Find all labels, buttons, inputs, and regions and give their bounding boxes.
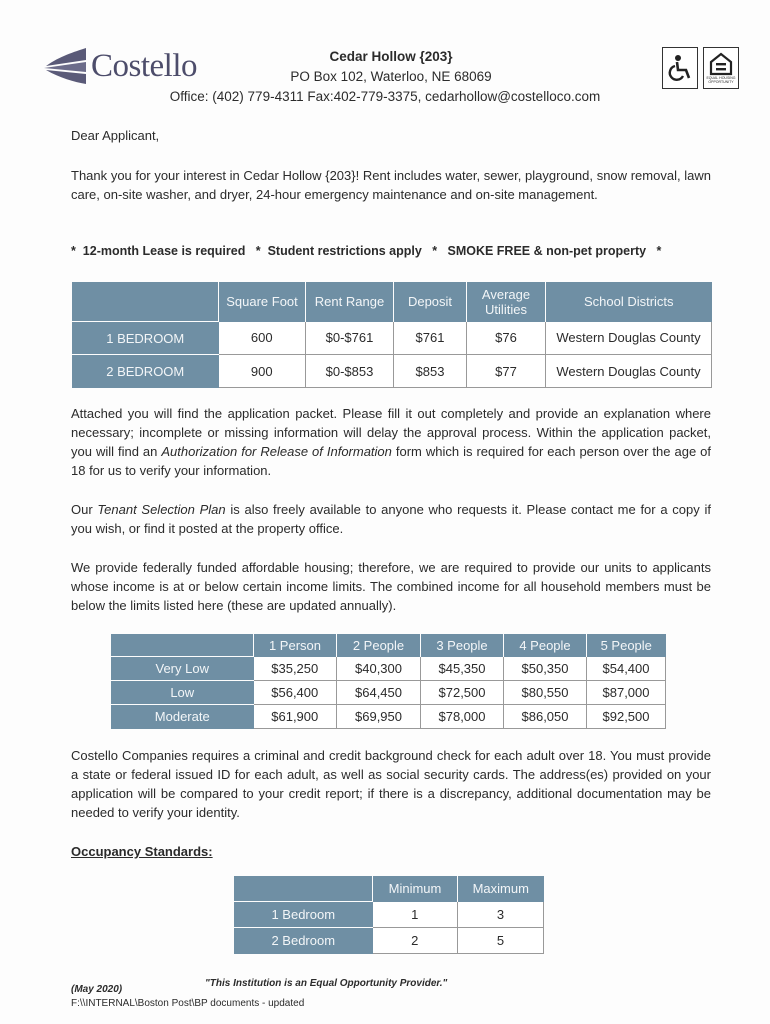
unit-header-cell: Deposit xyxy=(394,282,467,322)
unit-cell: Western Douglas County xyxy=(546,355,712,388)
income-cell: $86,050 xyxy=(504,705,587,729)
unit-header-cell: School Districts xyxy=(546,282,712,322)
application-text-2: form which is required for each person over the age of 18 for us to verify your information. xyxy=(71,444,711,478)
occupancy-header-cell xyxy=(234,876,373,902)
occupancy-cell: 1 xyxy=(373,902,458,928)
footer-date: (May 2020) xyxy=(71,984,123,995)
occupancy-row-label: 2 Bedroom xyxy=(234,928,373,954)
unit-table xyxy=(72,282,712,388)
unit-cell: $853 xyxy=(394,355,467,388)
income-cell: $78,000 xyxy=(421,705,504,729)
table-row xyxy=(234,902,544,928)
unit-cell: $77 xyxy=(467,355,546,388)
income-header-cell: 4 People xyxy=(504,634,587,657)
income-cell: $56,400 xyxy=(254,681,337,705)
income-cell: $40,300 xyxy=(337,657,421,681)
unit-header-cell: Rent Range xyxy=(306,282,394,322)
income-row-label: Very Low xyxy=(111,657,254,681)
occupancy-cell: 3 xyxy=(458,902,544,928)
unit-header-cell xyxy=(72,282,219,322)
occupancy-cell: 2 xyxy=(373,928,458,954)
income-cell: $72,500 xyxy=(421,681,504,705)
application-text-1: Attached you will find the application packet. Please fill it out completely and provide an explanation where necessary; incomplete or missing information will delay the approval process. Within the application packet, you will find an xyxy=(71,406,711,459)
unit-cell: Western Douglas County xyxy=(546,322,712,355)
income-cell: $80,550 xyxy=(504,681,587,705)
footer-file-path: F:\\INTERNAL\Boston Post\BP documents - updated xyxy=(71,998,305,1009)
table-row xyxy=(111,705,666,729)
occupancy-header-cell: Maximum xyxy=(458,876,544,902)
equal-housing-text: EQUAL HOUSING OPPORTUNITY xyxy=(706,76,736,84)
authorization-form-name: Authorization for Release of Information xyxy=(161,444,392,459)
income-header-cell: 2 People xyxy=(337,634,421,657)
income-cell: $35,250 xyxy=(254,657,337,681)
income-paragraph: We provide federally funded affordable housing; therefore, we are required to provide our units to applicants whose income is at or below certain income limits. The combined income for all household members must be below the limits listed here (these are updated annually). xyxy=(71,560,711,613)
equal-housing-logos xyxy=(662,47,739,89)
footer-statement: "This Institution is an Equal Opportunity Provider." xyxy=(205,978,448,989)
background-check-paragraph: Costello Companies requires a criminal and credit background check for each adult over 18. You must provide a state or federal issued ID for each adult, as well as social security cards. The address(es) provided on your application will be compared to your credit report; if there is a discrepancy, additional documentation may be needed to verify your identity. xyxy=(71,748,711,820)
income-cell: $54,400 xyxy=(587,657,666,681)
income-cell: $50,350 xyxy=(504,657,587,681)
unit-cell: 900 xyxy=(219,355,306,388)
unit-row-label: 2 BEDROOM xyxy=(72,355,219,388)
tenant-text-1: Our xyxy=(71,502,98,517)
unit-cell: $0-$853 xyxy=(306,355,394,388)
tenant-selection-plan: Tenant Selection Plan xyxy=(97,502,226,517)
unit-cell: $76 xyxy=(467,322,546,355)
office-contact: Office: (402) 779-4311 Fax:402-779-3375, cedarhollow@costelloco.com xyxy=(169,89,601,104)
income-header-cell xyxy=(111,634,254,657)
unit-cell: $761 xyxy=(394,322,467,355)
logo-text: Costello xyxy=(91,47,198,84)
unit-cell: 600 xyxy=(219,322,306,355)
occupancy-heading: Occupancy Standards: xyxy=(71,844,213,859)
equal-housing-icon xyxy=(703,47,739,89)
occupancy-cell: 5 xyxy=(458,928,544,954)
income-header-cell: 5 People xyxy=(587,634,666,657)
table-row xyxy=(72,322,712,355)
income-cell: $45,350 xyxy=(421,657,504,681)
unit-row-label: 1 BEDROOM xyxy=(72,322,219,355)
unit-header-cell: Square Foot xyxy=(219,282,306,322)
table-row xyxy=(111,681,666,705)
income-row-label: Moderate xyxy=(111,705,254,729)
table-row xyxy=(111,657,666,681)
greeting: Dear Applicant, xyxy=(71,128,160,143)
tenant-plan-paragraph xyxy=(71,500,711,538)
income-limits-table xyxy=(111,634,666,729)
wheelchair-accessible-icon xyxy=(662,47,698,89)
intro-paragraph: Thank you for your interest in Cedar Hollow {203}! Rent includes water, sewer, playground, snow removal, lawn care, on-site washer, and dryer, 24-hour emergency maintenance and on-site management. xyxy=(71,168,711,202)
income-cell: $64,450 xyxy=(337,681,421,705)
unit-header-cell: Average Utilities xyxy=(467,282,546,322)
table-row xyxy=(234,928,544,954)
property-address: PO Box 102, Waterloo, NE 68069 xyxy=(290,69,492,84)
income-cell: $87,000 xyxy=(587,681,666,705)
tenant-text-2: is also freely available to anyone who requests it. Please contact me for a copy if you wish, or find it posted at the property office. xyxy=(71,502,711,536)
property-name: Cedar Hollow {203} xyxy=(329,49,453,64)
occupancy-row-label: 1 Bedroom xyxy=(234,902,373,928)
income-cell: $92,500 xyxy=(587,705,666,729)
income-row-label: Low xyxy=(111,681,254,705)
occupancy-header-cell: Minimum xyxy=(373,876,458,902)
income-header-cell: 1 Person xyxy=(254,634,337,657)
lease-requirements: * 12-month Lease is required * Student restrictions apply * SMOKE FREE & non-pet property * xyxy=(71,244,662,258)
unit-cell: $0-$761 xyxy=(306,322,394,355)
table-row xyxy=(72,355,712,388)
income-cell: $61,900 xyxy=(254,705,337,729)
occupancy-table xyxy=(234,876,544,954)
income-header-cell: 3 People xyxy=(421,634,504,657)
income-cell: $69,950 xyxy=(337,705,421,729)
application-paragraph xyxy=(71,404,711,480)
